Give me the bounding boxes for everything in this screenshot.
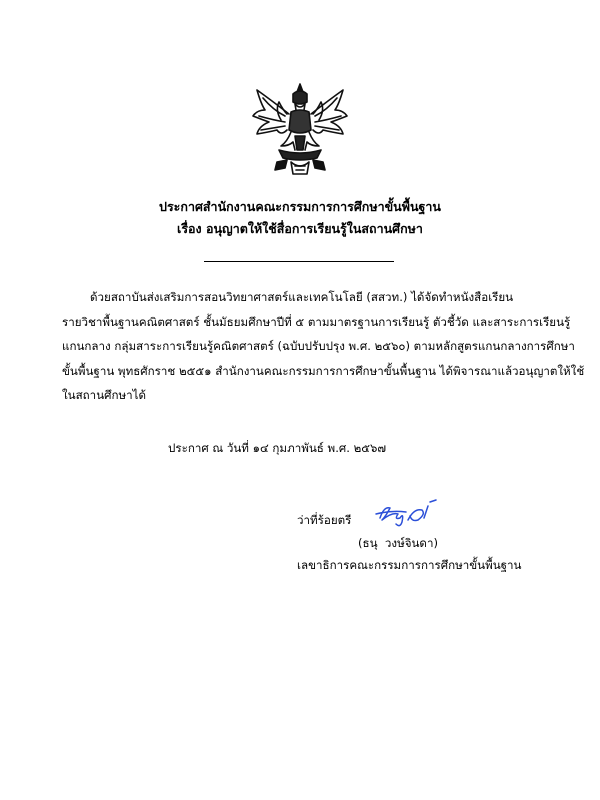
- announcement-subject: เรื่อง อนุญาตให้ใช้สื่อการเรียนรู้ในสถานศึกษา: [177, 221, 423, 236]
- signer-name: (ธนุ วงษ์จินดา): [358, 536, 438, 550]
- body-line: ด้วยสถาบันส่งเสริมการสอนวิทยาศาสตร์และเทคโนโลยี (สสวท.) ได้จัดทำหนังสือเรียน: [90, 290, 514, 304]
- body-line: ในสถานศึกษาได้: [62, 388, 147, 402]
- signer-rank: ว่าที่ร้อยตรี: [297, 513, 352, 527]
- body-line: ขั้นพื้นฐาน พุทธศักราช ๒๕๕๑ สำนักงานคณะกรรมการการศึกษาขั้นพื้นฐาน ได้พิจารณาแล้วอนุญาตให้ใช้: [62, 363, 585, 378]
- announcement-date: ประกาศ ณ วันที่ ๑๔ กุมภาพันธ์ พ.ศ. ๒๕๖๗: [168, 441, 387, 455]
- handwritten-signature: [372, 498, 442, 528]
- title-divider: [204, 261, 394, 262]
- announcement-body: [62, 285, 585, 408]
- signer-position: เลขาธิการคณะกรรมการการศึกษาขั้นพื้นฐาน: [297, 558, 522, 572]
- announcement-title: ประกาศสำนักงานคณะกรรมการการศึกษาขั้นพื้นฐาน: [159, 199, 441, 214]
- body-line: รายวิชาพื้นฐานคณิตศาสตร์ ชั้นมัธยมศึกษาปีที่ ๕ ตามมาตรฐานการเรียนรู้ ตัวชี้วัด และสาระการเรียนรู้: [62, 314, 571, 329]
- garuda-emblem-icon: [251, 80, 349, 176]
- body-line: แกนกลาง กลุ่มสาระการเรียนรู้คณิตศาสตร์ (ฉบับปรับปรุง พ.ศ. ๒๕๖๐) ตามหลักสูตรแกนกลางการศึกษา: [62, 339, 575, 353]
